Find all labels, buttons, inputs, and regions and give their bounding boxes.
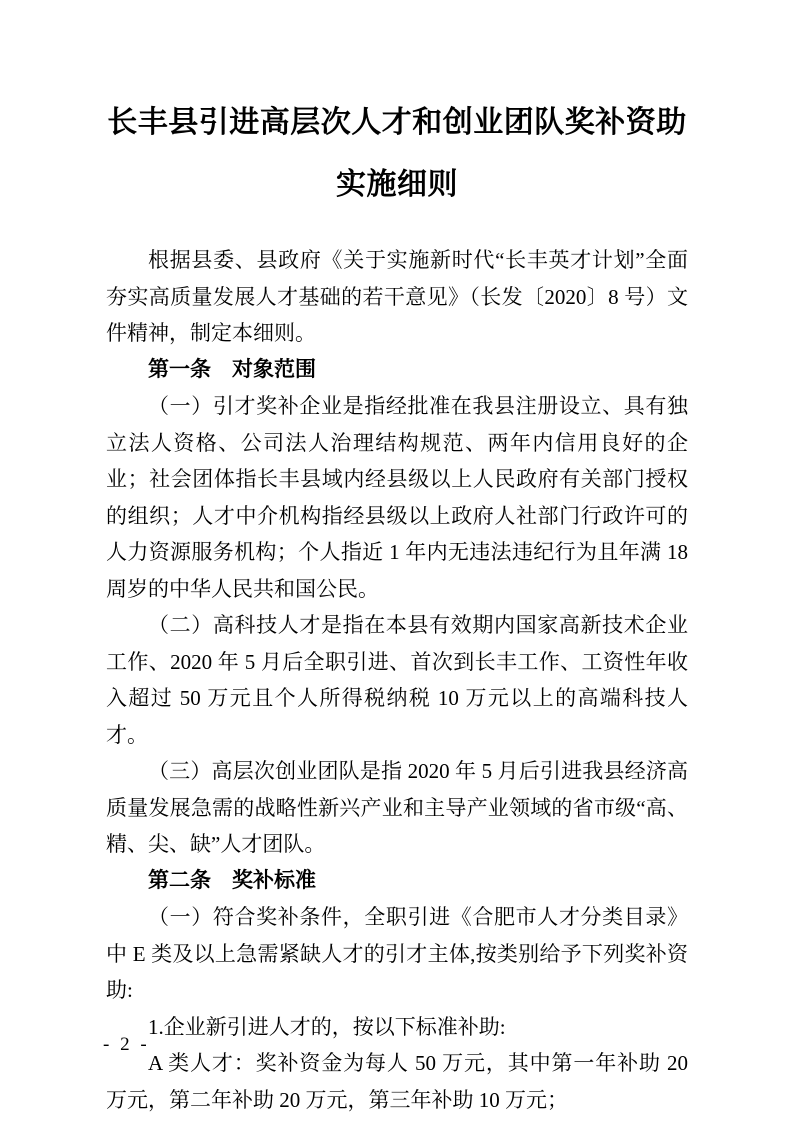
paragraph-intro: 根据县委、县政府《关于实施新时代“长丰英才计划”全面夯实高质量发展人才基础的若干意见》（长发〔2020〕8 号）文件精神，制定本细则。	[106, 248, 688, 345]
paragraph-item-3: （三）高层次创业团队是指 2020 年 5 月后引进我县经济高质量发展急需的战略性新兴产业和主导产业领域的省市级“高、精、尖、缺”人才团队。	[106, 759, 688, 856]
paragraph-item-6: A 类人才：奖补资金为每人 50 万元，其中第一年补助 20 万元，第二年补助 20 万元，第三年补助 10 万元；	[106, 1051, 688, 1112]
paragraph-item-1: （一）引才奖补企业是指经批准在我县注册设立、具有独立法人资格、公司法人治理结构规范、两年内信用良好的企业；社会团体指长丰县域内经县级以上人民政府有关部门授权的组织；人才中介机构指经县级以上政府人社部门行政许可的人力资源服务机构；个人指近 1 年内无违法违纪行为且年满 18 周岁的中华人民共和国公民。	[106, 394, 688, 601]
document-title	[0, 0, 794, 216]
paragraph-item-2: （二）高科技人才是指在本县有效期内国家高新技术企业工作、2020 年 5 月后全职引进、首次到长丰工作、工资性年收入超过 50 万元且个人所得税纳税 10 万元以上的高端科技人才。	[106, 613, 688, 747]
paragraph-item-5: 1.企业新引进人才的，按以下标准补助:	[148, 1014, 506, 1039]
title-line-1: 长丰县引进高层次人才和创业团队奖补资助	[107, 106, 687, 139]
article-heading-1: 第一条 对象范围	[148, 357, 316, 381]
paragraph-item-4: （一）符合奖补条件，全职引进《合肥市人才分类目录》中 E 类及以上急需紧缺人才的引才主体,按类别给予下列奖补资助:	[106, 905, 688, 1002]
page-number: - 2 -	[103, 1034, 150, 1055]
title-line-2: 实施细则	[336, 168, 458, 201]
article-heading-2: 第二条 奖补标准	[148, 868, 316, 892]
document-body	[106, 242, 688, 1118]
